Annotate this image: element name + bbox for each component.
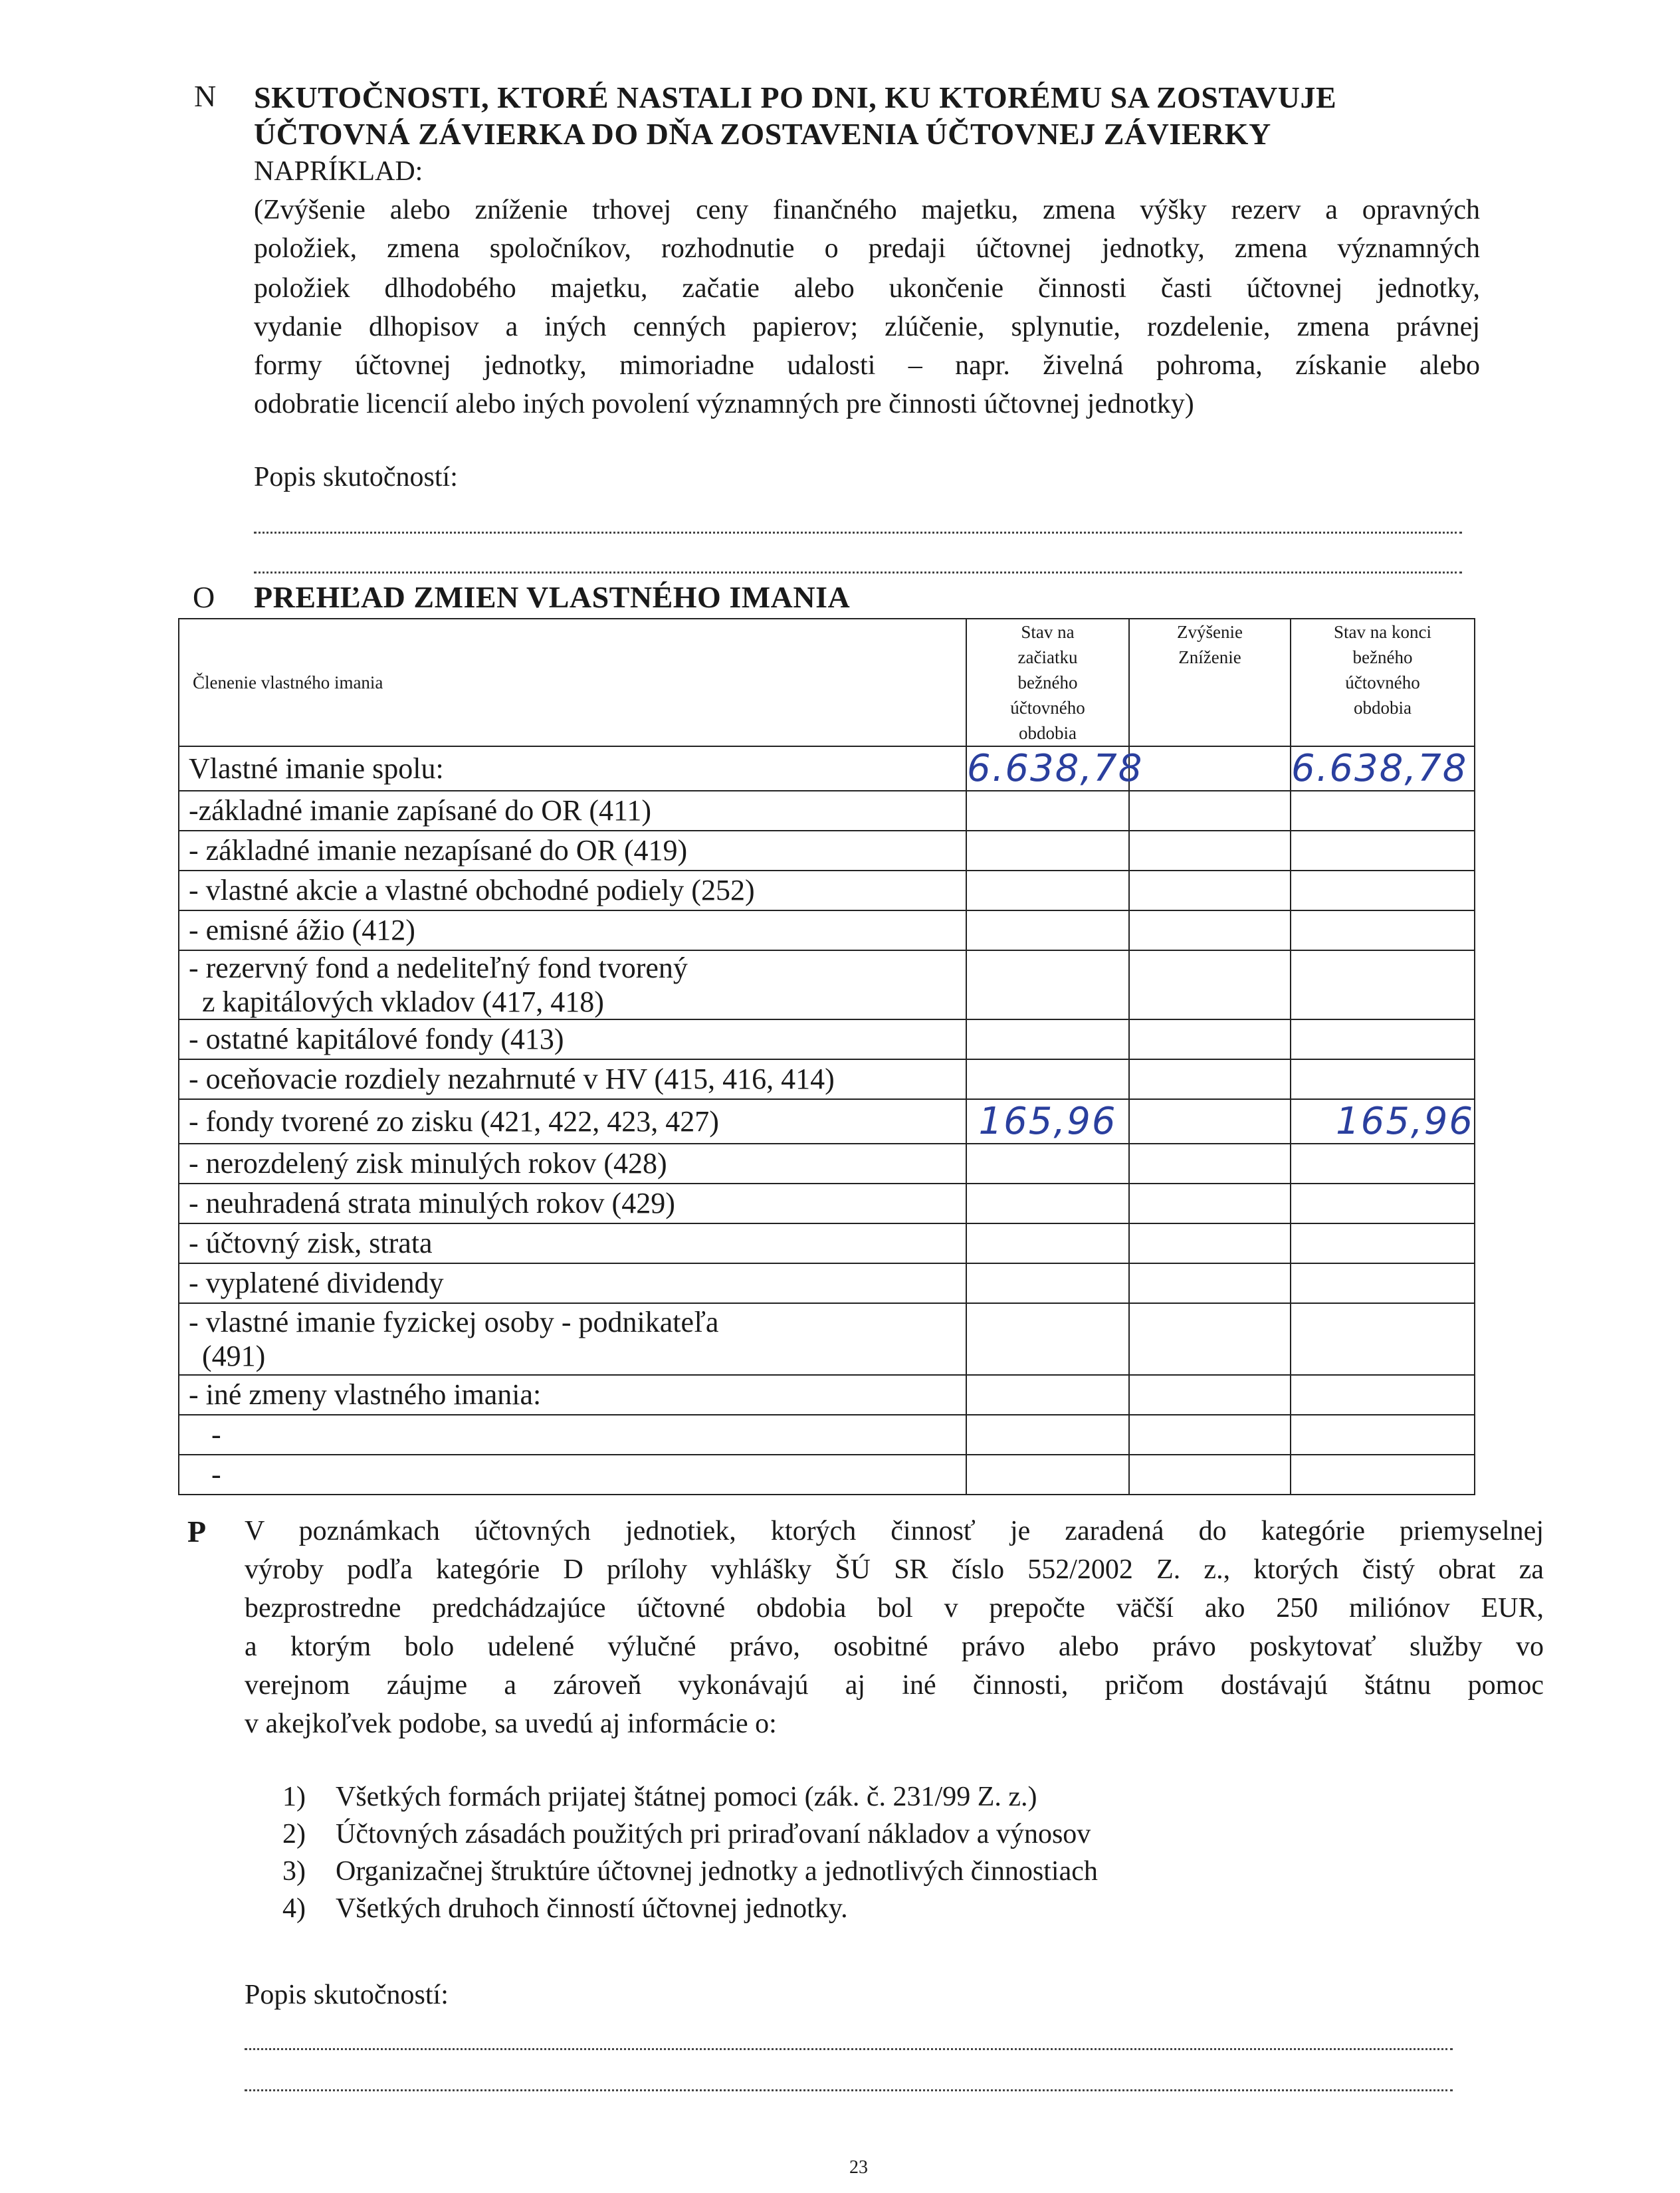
row-label: - oceňovacie rozdiely nezahrnuté v HV (415, 416, 414) — [179, 1059, 966, 1099]
row-label: - emisné ážio (412) — [179, 910, 966, 950]
cell-end[interactable] — [1291, 1375, 1475, 1415]
section-n-description-line[interactable] — [254, 532, 1462, 534]
cell-change[interactable] — [1129, 1059, 1291, 1099]
list-item: 1) Všetkých formách prijatej štátnej pomoci (zák. č. 231/99 Z. z.) — [282, 1782, 1037, 1812]
section-n-description-line[interactable] — [254, 572, 1462, 574]
section-n-example-label: NAPRÍKLAD: — [254, 156, 423, 187]
section-p-paragraph-line: verejnom záujme a zároveň vykonávajú aj iné činnosti, pričom dostávajú štátnu pomoc — [245, 1670, 1544, 1701]
table-row — [179, 746, 1475, 791]
section-o-title: PREHĽAD ZMIEN VLASTNÉHO IMANIA — [254, 580, 851, 614]
cell-end[interactable] — [1291, 1144, 1475, 1184]
cell-end[interactable] — [1291, 1303, 1475, 1375]
cell-change[interactable] — [1129, 1375, 1291, 1415]
cell-change[interactable] — [1129, 1099, 1291, 1144]
equity-changes-table — [178, 618, 1475, 1495]
table-row — [179, 1019, 1475, 1059]
cell-end[interactable] — [1291, 1019, 1475, 1059]
table-row — [179, 871, 1475, 910]
handwritten-value: 165,96 — [1336, 1100, 1474, 1143]
cell-start[interactable] — [966, 831, 1129, 871]
cell-change[interactable] — [1129, 950, 1291, 1019]
page-number: 23 — [849, 2157, 868, 2178]
cell-change[interactable] — [1129, 1415, 1291, 1455]
section-p-paragraph-line: V poznámkach účtovných jednotiek, ktorých činnosť je zaradená do kategórie priemyselnej — [245, 1516, 1544, 1546]
cell-change[interactable] — [1129, 1144, 1291, 1184]
cell-change[interactable] — [1129, 1303, 1291, 1375]
header-start-balance: Stav na začiatku bežného účtovného obdobia — [966, 619, 1129, 746]
table-row — [179, 1184, 1475, 1223]
cell-end[interactable] — [1291, 1223, 1475, 1263]
row-label: - rezervný fond a nedeliteľný fond tvorený z kapitálových vkladov (417, 418) — [179, 950, 966, 1019]
section-o-letter: O — [193, 580, 215, 614]
cell-change[interactable] — [1129, 871, 1291, 910]
section-p-description-line[interactable] — [245, 2048, 1453, 2050]
header-end-balance: Stav na konci bežného účtovného obdobia — [1291, 619, 1475, 746]
cell-start[interactable] — [966, 746, 1144, 791]
cell-start[interactable] — [966, 1059, 1129, 1099]
row-label: - účtovný zisk, strata — [179, 1223, 966, 1263]
cell-change[interactable] — [1129, 746, 1291, 791]
table-row — [179, 791, 1475, 831]
row-label: - vyplatené dividendy — [179, 1263, 966, 1303]
row-label: - — [179, 1415, 966, 1455]
table-header-row — [179, 619, 1475, 746]
cell-end[interactable] — [1291, 746, 1475, 791]
row-label: - iné zmeny vlastného imania: — [179, 1375, 966, 1415]
cell-end[interactable] — [1291, 1099, 1475, 1144]
section-n-paragraph-line: formy účtovnej jednotky, mimoriadne udalosti – napr. živelná pohroma, získanie alebo — [254, 350, 1480, 381]
cell-end[interactable] — [1291, 1415, 1475, 1455]
row-label: - vlastné imanie fyzickej osoby - podnikateľa (491) — [179, 1303, 966, 1375]
cell-end[interactable] — [1291, 1184, 1475, 1223]
section-n-letter: N — [194, 79, 217, 113]
cell-start[interactable] — [966, 1303, 1129, 1375]
cell-start[interactable] — [966, 791, 1129, 831]
cell-change[interactable] — [1129, 1019, 1291, 1059]
cell-end[interactable] — [1291, 871, 1475, 910]
header-increase-decrease: Zvýšenie Zníženie — [1129, 619, 1291, 746]
cell-change[interactable] — [1129, 1455, 1291, 1495]
table-row — [179, 1099, 1475, 1144]
cell-end[interactable] — [1291, 791, 1475, 831]
section-p-letter: P — [187, 1514, 207, 1548]
cell-start[interactable] — [966, 1455, 1129, 1495]
row-label: - základné imanie nezapísané do OR (419) — [179, 831, 966, 871]
cell-end[interactable] — [1291, 831, 1475, 871]
cell-start[interactable] — [966, 1263, 1129, 1303]
cell-start[interactable] — [966, 1223, 1129, 1263]
table-row — [179, 1059, 1475, 1099]
section-n-paragraph-line: (Zvýšenie alebo zníženie trhovej ceny finančného majetku, zmena výšky rezerv a opravných — [254, 195, 1480, 225]
cell-start[interactable] — [966, 1415, 1129, 1455]
cell-change[interactable] — [1129, 1263, 1291, 1303]
handwritten-value: 6.638,78 — [1291, 747, 1468, 790]
cell-end[interactable] — [1291, 910, 1475, 950]
cell-start[interactable] — [966, 1144, 1129, 1184]
table-row — [179, 1375, 1475, 1415]
row-label: Vlastné imanie spolu: — [179, 746, 966, 791]
section-n-paragraph-line: vydanie dlhopisov a iných cenných papierov; zlúčenie, splynutie, rozdelenie, zmena právnej — [254, 312, 1480, 342]
cell-start[interactable] — [966, 910, 1129, 950]
section-p-description-line[interactable] — [245, 2089, 1453, 2091]
row-label: - fondy tvorené zo zisku (421, 422, 423, 427) — [179, 1099, 966, 1144]
row-label: -základné imanie zapísané do OR (411) — [179, 791, 966, 831]
cell-change[interactable] — [1129, 791, 1291, 831]
section-p-paragraph-line: v akejkoľvek podobe, sa uvedú aj informácie o: — [245, 1709, 777, 1739]
section-p-description-label: Popis skutočností: — [245, 1980, 449, 2010]
section-n-title-line1: SKUTOČNOSTI, KTORÉ NASTALI PO DNI, KU KTORÉMU SA ZOSTAVUJE — [254, 80, 1337, 114]
cell-start[interactable] — [966, 1099, 1129, 1144]
cell-end[interactable] — [1291, 1059, 1475, 1099]
cell-start[interactable] — [966, 950, 1129, 1019]
section-n-title-line2: ÚČTOVNÁ ZÁVIERKA DO DŇA ZOSTAVENIA ÚČTOVNEJ ZÁVIERKY — [254, 117, 1271, 151]
section-n-description-label: Popis skutočností: — [254, 462, 458, 492]
table-row — [179, 1263, 1475, 1303]
cell-end[interactable] — [1291, 1455, 1475, 1495]
table-row — [179, 1223, 1475, 1263]
table-row — [179, 1144, 1475, 1184]
cell-start[interactable] — [966, 1019, 1129, 1059]
cell-start[interactable] — [966, 1375, 1129, 1415]
section-n-paragraph-line: položiek, zmena spoločníkov, rozhodnutie o predaji účtovnej jednotky, zmena významných — [254, 233, 1480, 264]
cell-start[interactable] — [966, 871, 1129, 910]
row-label: - vlastné akcie a vlastné obchodné podiely (252) — [179, 871, 966, 910]
cell-end[interactable] — [1291, 1263, 1475, 1303]
list-item: 4) Všetkých druhoch činností účtovnej jednotky. — [282, 1893, 848, 1924]
row-label: - ostatné kapitálové fondy (413) — [179, 1019, 966, 1059]
table-row — [179, 950, 1475, 1019]
header-equity-breakdown: Členenie vlastného imania — [179, 619, 966, 746]
row-label: - — [179, 1455, 966, 1495]
section-n-paragraph-line: odobratie licencií alebo iných povolení významných pre činnosti účtovnej jednotky) — [254, 389, 1194, 419]
cell-change[interactable] — [1129, 1223, 1291, 1263]
section-n-paragraph-line: položiek dlhodobého majetku, začatie alebo ukončenie činnosti časti účtovnej jednotky, — [254, 273, 1480, 304]
section-p-paragraph-line: bezprostredne predchádzajúce účtovné obdobia bol v prepočte väčší ako 250 miliónov EUR, — [245, 1593, 1544, 1623]
table-row — [179, 910, 1475, 950]
row-label: - nerozdelený zisk minulých rokov (428) — [179, 1144, 966, 1184]
handwritten-value: 6.638,78 — [967, 747, 1144, 790]
list-item: 2) Účtovných zásadách použitých pri priraďovaní nákladov a výnosov — [282, 1819, 1091, 1849]
list-item: 3) Organizačnej štruktúre účtovnej jednotky a jednotlivých činnostiach — [282, 1856, 1098, 1887]
cell-change[interactable] — [1129, 910, 1291, 950]
section-p-paragraph-line: a ktorým bolo udelené výlučné právo, osobitné právo alebo právo poskytovať služby vo — [245, 1631, 1544, 1662]
cell-start[interactable] — [966, 1184, 1129, 1223]
row-label: - neuhradená strata minulých rokov (429) — [179, 1184, 966, 1223]
section-p-paragraph-line: výroby podľa kategórie D prílohy vyhlášky ŠÚ SR číslo 552/2002 Z. z., ktorých čistý obrat za — [245, 1554, 1544, 1585]
handwritten-value: 165,96 — [978, 1100, 1117, 1143]
cell-change[interactable] — [1129, 1184, 1291, 1223]
table-row — [179, 1303, 1475, 1375]
table-row — [179, 1455, 1475, 1495]
cell-change[interactable] — [1129, 831, 1291, 871]
table-row — [179, 831, 1475, 871]
table-row — [179, 1415, 1475, 1455]
cell-end[interactable] — [1291, 950, 1475, 1019]
